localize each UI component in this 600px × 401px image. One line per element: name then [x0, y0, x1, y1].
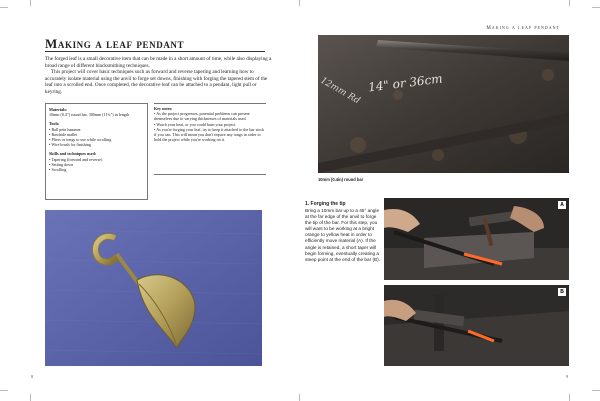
chalk-label: 14" or 36cm [367, 71, 444, 95]
list-item: • Pliers or tongs to use while scrolling [49, 137, 112, 143]
photo-caption: 10mm (0.4in) round bar [318, 177, 364, 182]
page-title: Making a leaf pendant [45, 36, 185, 51]
page-number-left: 8 [31, 374, 33, 379]
crop-mark [299, 0, 300, 6]
page-number-right: 9 [566, 374, 568, 379]
key-notes-list [154, 111, 266, 142]
list-item: • Scrolling [49, 167, 67, 173]
crop-mark [0, 7, 8, 8]
list-item: • Tapering (forward and reverse) [49, 156, 103, 162]
tools-list [49, 127, 144, 148]
crop-mark [592, 7, 600, 8]
crop-mark [592, 390, 600, 391]
key-notes [154, 106, 266, 142]
forging-photo-a [384, 198, 569, 280]
leaf-pendant-photo [45, 210, 262, 366]
title-rule [45, 51, 265, 52]
intro-paragraph: This project will cover basic techniques such as forward and reverse tapering and learning how to accurately isolate material using the anvil to forge set downs, finishing with forging the tapered stem of the leaf into a scrolled end. Once completed, the decorative leaf can be attached to a pendant, light pull or keyring. [45, 69, 268, 95]
crop-mark [0, 390, 8, 391]
photo-marker-a: A [558, 201, 566, 209]
key-notes-heading: Key notes: [154, 106, 173, 111]
materials-box [45, 103, 148, 200]
list-item: • As you're forging your leaf, try to keep it attached to the bar stock if you can. This will mean you don't require any tongs in order to hold the project while you're working on it. [154, 126, 265, 143]
crop-mark [569, 0, 570, 6]
list-item: • Wire brush for finishing [49, 142, 91, 148]
list-item: • Ball pein hammer [49, 126, 81, 132]
intro-text [45, 56, 275, 96]
materials-heading: Materials: [49, 107, 68, 112]
intro-paragraph: The forged leaf is a small decorative item that can be made in a short amount of time, while also displaying a broad range of different blacksmithing techniques. [45, 56, 272, 69]
notes-top-rule [154, 103, 266, 104]
notes-bottom-rule [154, 174, 266, 175]
step-body: Bring a 10mm bar up to a 45° angle at the far edge of the anvil to forge the tip of the bar. For this step, you will want to be working at a bright orange to yellow heat in order to efficiently move material (A). If the angle is retained, a short taper will begin forming, eventually creating a steep point at the end of the bar (B). [305, 208, 381, 262]
crop-mark [299, 394, 300, 401]
list-item: • As the project progresses, potential problems can present themselves due to varying thicknesses of materials used. [154, 111, 250, 122]
crop-mark [569, 394, 570, 401]
list-item: • Rawhide mallet [49, 131, 78, 137]
running-head: Making a leaf pendant [486, 26, 560, 31]
materials-text: 10mm (0.4") round bar, 300mm (11¾") in length [49, 112, 130, 118]
photo-marker-b: B [558, 288, 566, 296]
chalk-label: 12mm Rd [318, 75, 362, 107]
crop-mark [30, 394, 31, 401]
skills-list [49, 157, 144, 173]
crop-mark [30, 0, 31, 6]
tools-heading: Tools: [49, 121, 60, 127]
list-item: • Watch your heat, or you could burn your project. [154, 121, 237, 127]
forging-photo-b [384, 285, 569, 366]
skills-heading: Skills and techniques used: [49, 151, 97, 157]
step-title: 1. Forging the tip [305, 201, 346, 207]
list-item: • Setting down [49, 161, 74, 167]
